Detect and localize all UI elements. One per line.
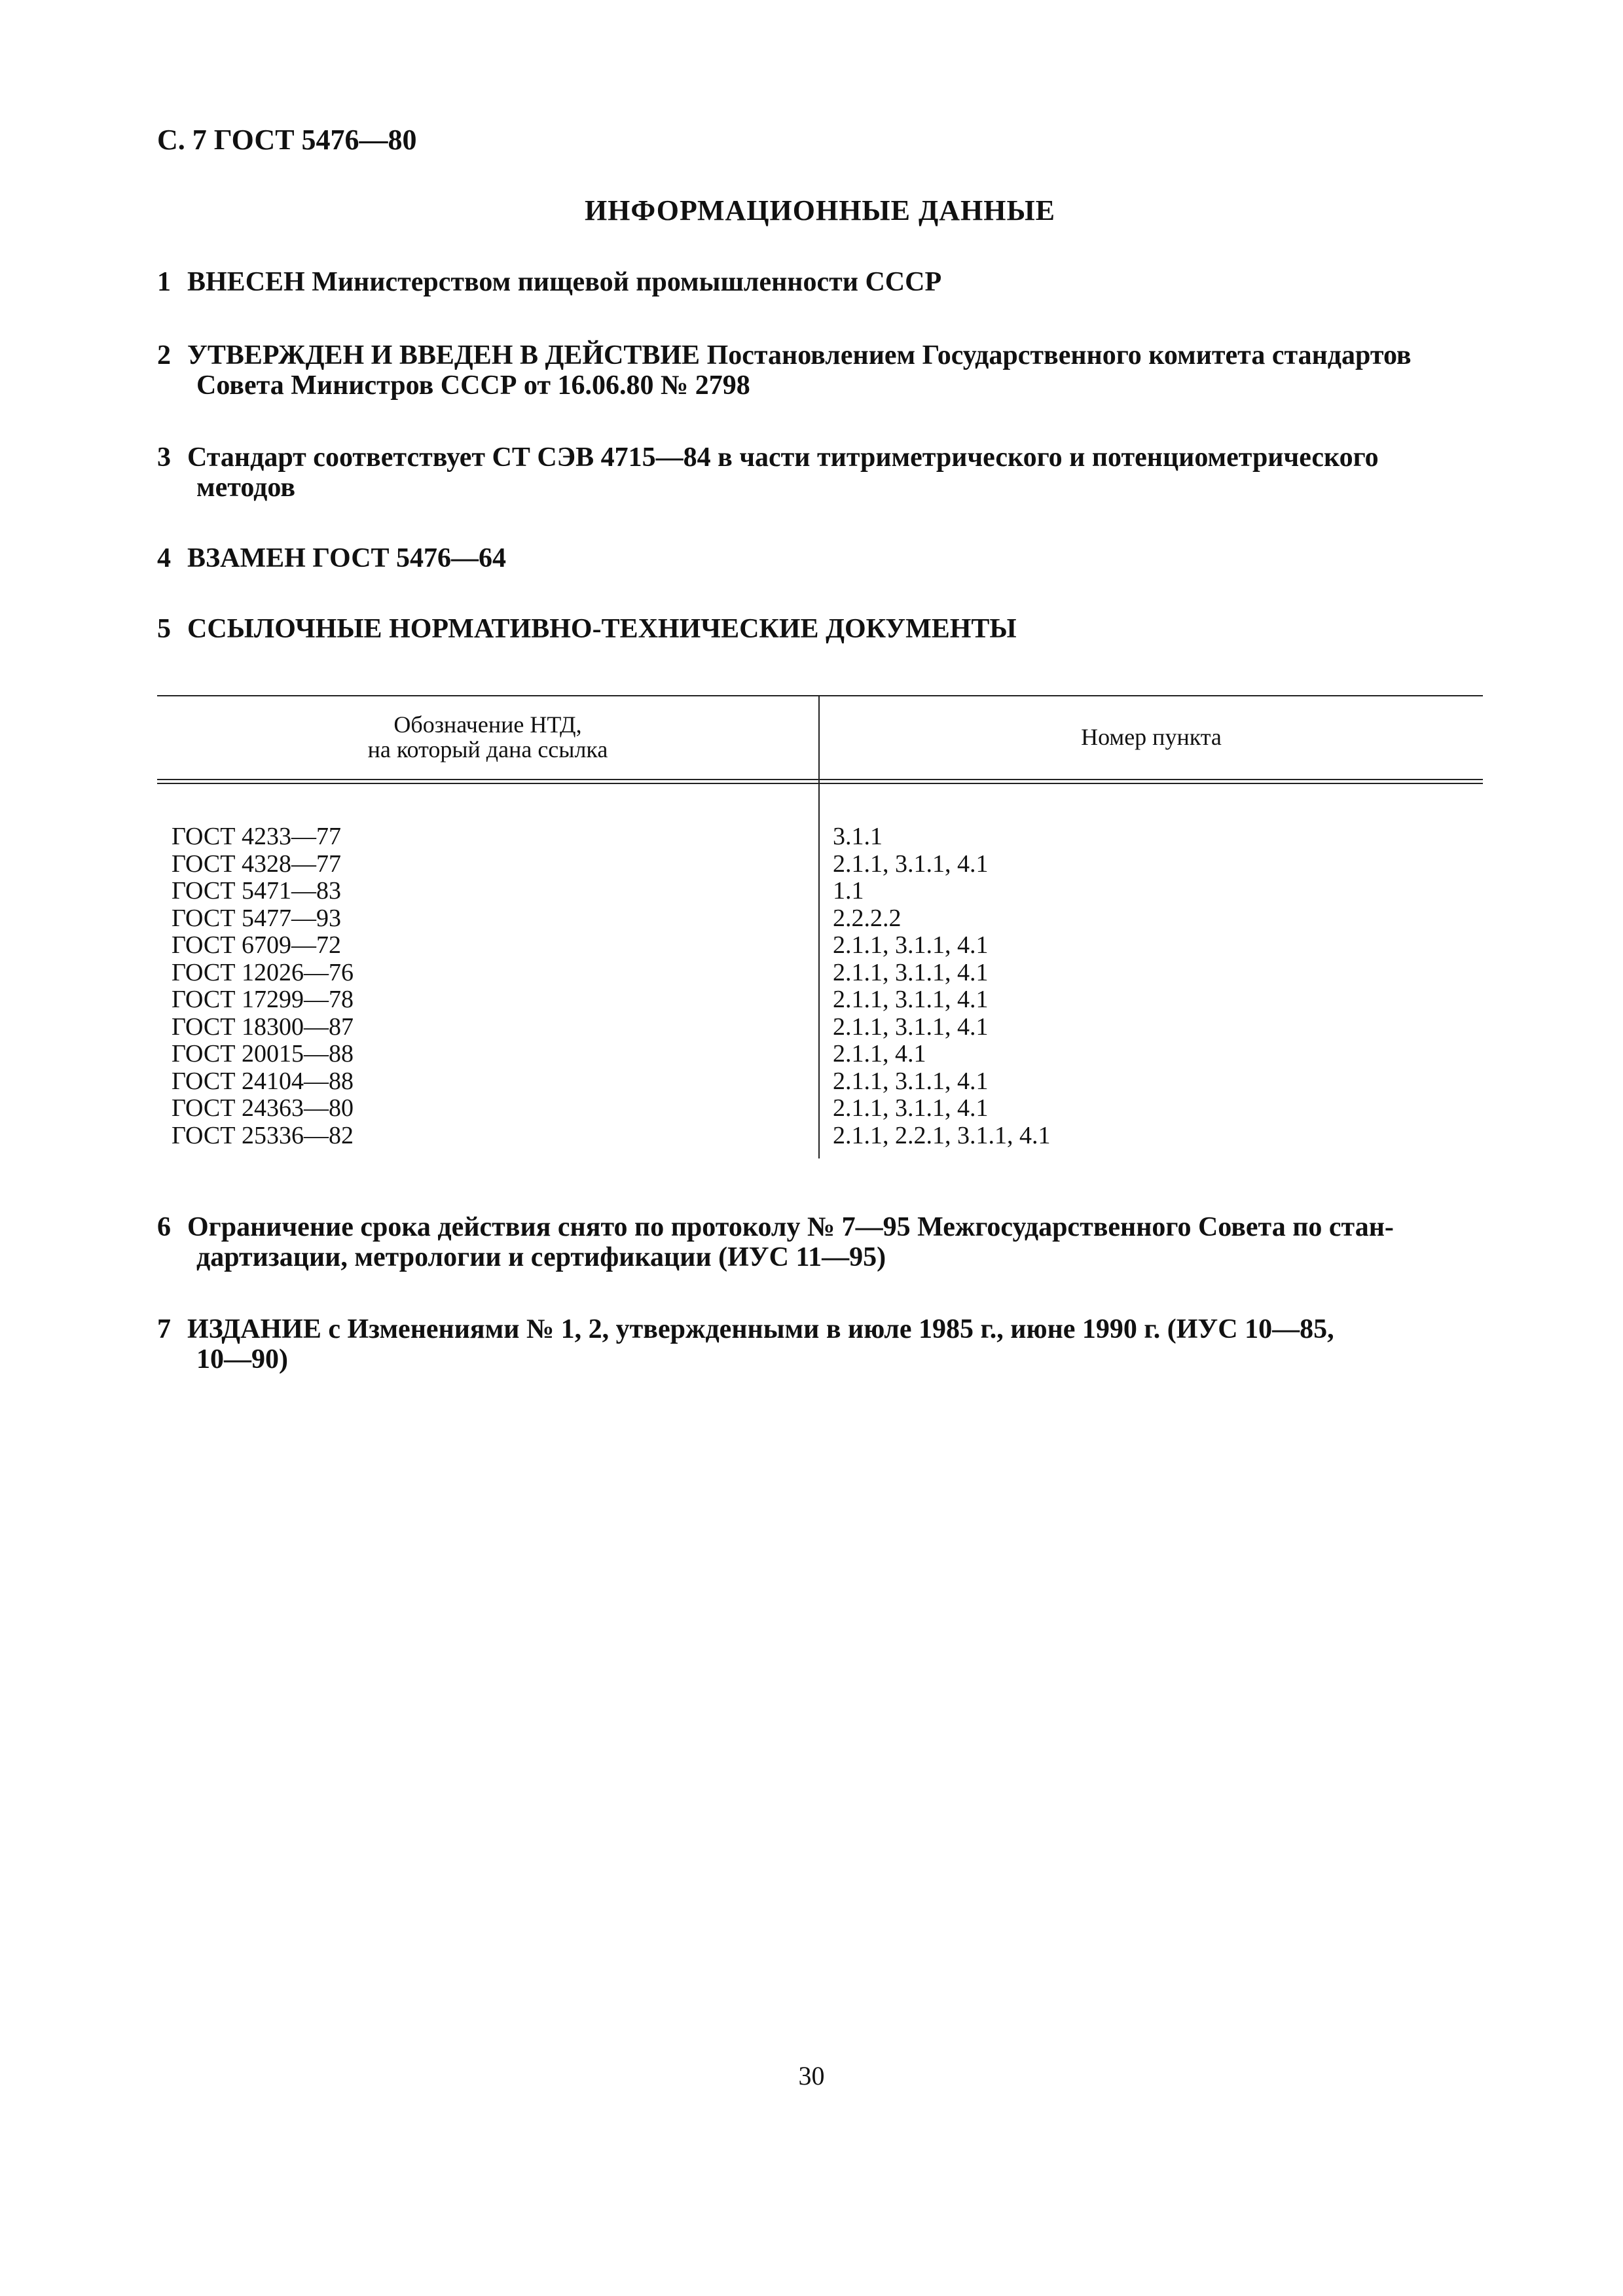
table-cell-clause: 2.1.1, 3.1.1, 4.1	[833, 958, 989, 986]
table-cell-clause: 2.1.1, 3.1.1, 4.1	[833, 986, 989, 1013]
item-number: 4	[157, 543, 171, 573]
item-number: 7	[157, 1314, 171, 1344]
table-cell-doc: ГОСТ 12026—76	[172, 958, 354, 986]
table-cell-doc: ГОСТ 17299—78	[172, 986, 354, 1013]
header-line: Номер пункта	[1081, 724, 1222, 750]
table-cell-doc: ГОСТ 18300—87	[172, 1013, 354, 1041]
table-cell-doc: ГОСТ 20015—88	[172, 1040, 354, 1067]
document-title: ИНФОРМАЦИОННЫЕ ДАННЫЕ	[584, 194, 1056, 226]
table-cell-clause: 2.1.1, 3.1.1, 4.1	[833, 1094, 989, 1122]
table-cell-clause: 2.2.2.2	[833, 904, 902, 932]
table-cell-clause: 2.1.1, 3.1.1, 4.1	[833, 931, 989, 959]
table-cell-doc: ГОСТ 4233—77	[172, 823, 341, 850]
item-number: 1	[157, 267, 171, 297]
table-cell-clause: 2.1.1, 3.1.1, 4.1	[833, 1013, 989, 1041]
table-cell-clause: 2.1.1, 2.2.1, 3.1.1, 4.1	[833, 1121, 1051, 1149]
item-text-line: ВЗАМЕН ГОСТ 5476—64	[187, 543, 507, 573]
page-number: 30	[798, 2061, 825, 2090]
item-text-line: дартизации, метрологии и сертификации (ИУС 11—95)	[196, 1242, 886, 1272]
info-item-1	[157, 267, 1483, 297]
table-cell-clause: 1.1	[833, 877, 864, 905]
info-item-7	[157, 1314, 1483, 1374]
table-cell-clause: 3.1.1	[833, 823, 883, 850]
item-text-line: Ограничение срока действия снято по протоколу № 7—95 Межгосударственного Совета по стан-	[187, 1212, 1394, 1242]
table-cell-clause: 2.1.1, 4.1	[833, 1040, 926, 1067]
item-text-line: ИЗДАНИЕ с Изменениями № 1, 2, утвержденными в июле 1985 г., июне 1990 г. (ИУС 10—85,	[187, 1314, 1334, 1344]
info-item-4	[157, 543, 1483, 573]
table-header-rule	[157, 783, 1483, 784]
reference-documents-table	[157, 695, 1483, 1158]
table-cell-doc: ГОСТ 24363—80	[172, 1094, 354, 1122]
table-column-documents	[172, 823, 800, 1149]
item-number: 6	[157, 1212, 171, 1242]
item-text-line: Совета Министров СССР от 16.06.80 № 2798	[196, 370, 750, 401]
table-column-clauses	[833, 823, 1461, 1149]
item-number: 3	[157, 442, 171, 473]
table-cell-doc: ГОСТ 5471—83	[172, 877, 341, 905]
info-item-6	[157, 1212, 1483, 1272]
item-text-line: УТВЕРЖДЕН И ВВЕДЕН В ДЕЙСТВИЕ Постановлением Государственного комитета стандартов	[187, 340, 1412, 370]
header-line: Обозначение НТД,	[393, 711, 582, 738]
table-header-clause	[820, 695, 1483, 779]
item-text-line: ВНЕСЕН Министерством пищевой промышленности СССР	[187, 267, 942, 297]
item-text-line: 10—90)	[196, 1344, 288, 1374]
table-cell-doc: ГОСТ 24104—88	[172, 1067, 354, 1095]
table-header-rule	[157, 779, 1483, 780]
item-number: 2	[157, 340, 171, 370]
header-line: на который дана ссылка	[367, 736, 608, 762]
table-cell-doc: ГОСТ 25336—82	[172, 1121, 354, 1149]
item-text-line: Стандарт соответствует СТ СЭВ 4715—84 в части титриметрического и потенциометрического	[187, 442, 1379, 473]
info-item-3	[157, 442, 1483, 503]
table-header-document	[157, 695, 818, 779]
table-cell-doc: ГОСТ 4328—77	[172, 850, 341, 878]
table-cell-clause: 2.1.1, 3.1.1, 4.1	[833, 1067, 989, 1095]
page-header: С. 7 ГОСТ 5476—80	[157, 124, 417, 156]
table-cell-doc: ГОСТ 6709—72	[172, 931, 341, 959]
info-item-5	[157, 614, 1483, 644]
item-number: 5	[157, 614, 171, 644]
info-item-2	[157, 340, 1483, 401]
table-cell-doc: ГОСТ 5477—93	[172, 904, 341, 932]
table-cell-clause: 2.1.1, 3.1.1, 4.1	[833, 850, 989, 878]
item-text-line: методов	[196, 473, 295, 503]
item-text-line: ССЫЛОЧНЫЕ НОРМАТИВНО-ТЕХНИЧЕСКИЕ ДОКУМЕНТЫ	[187, 614, 1017, 644]
